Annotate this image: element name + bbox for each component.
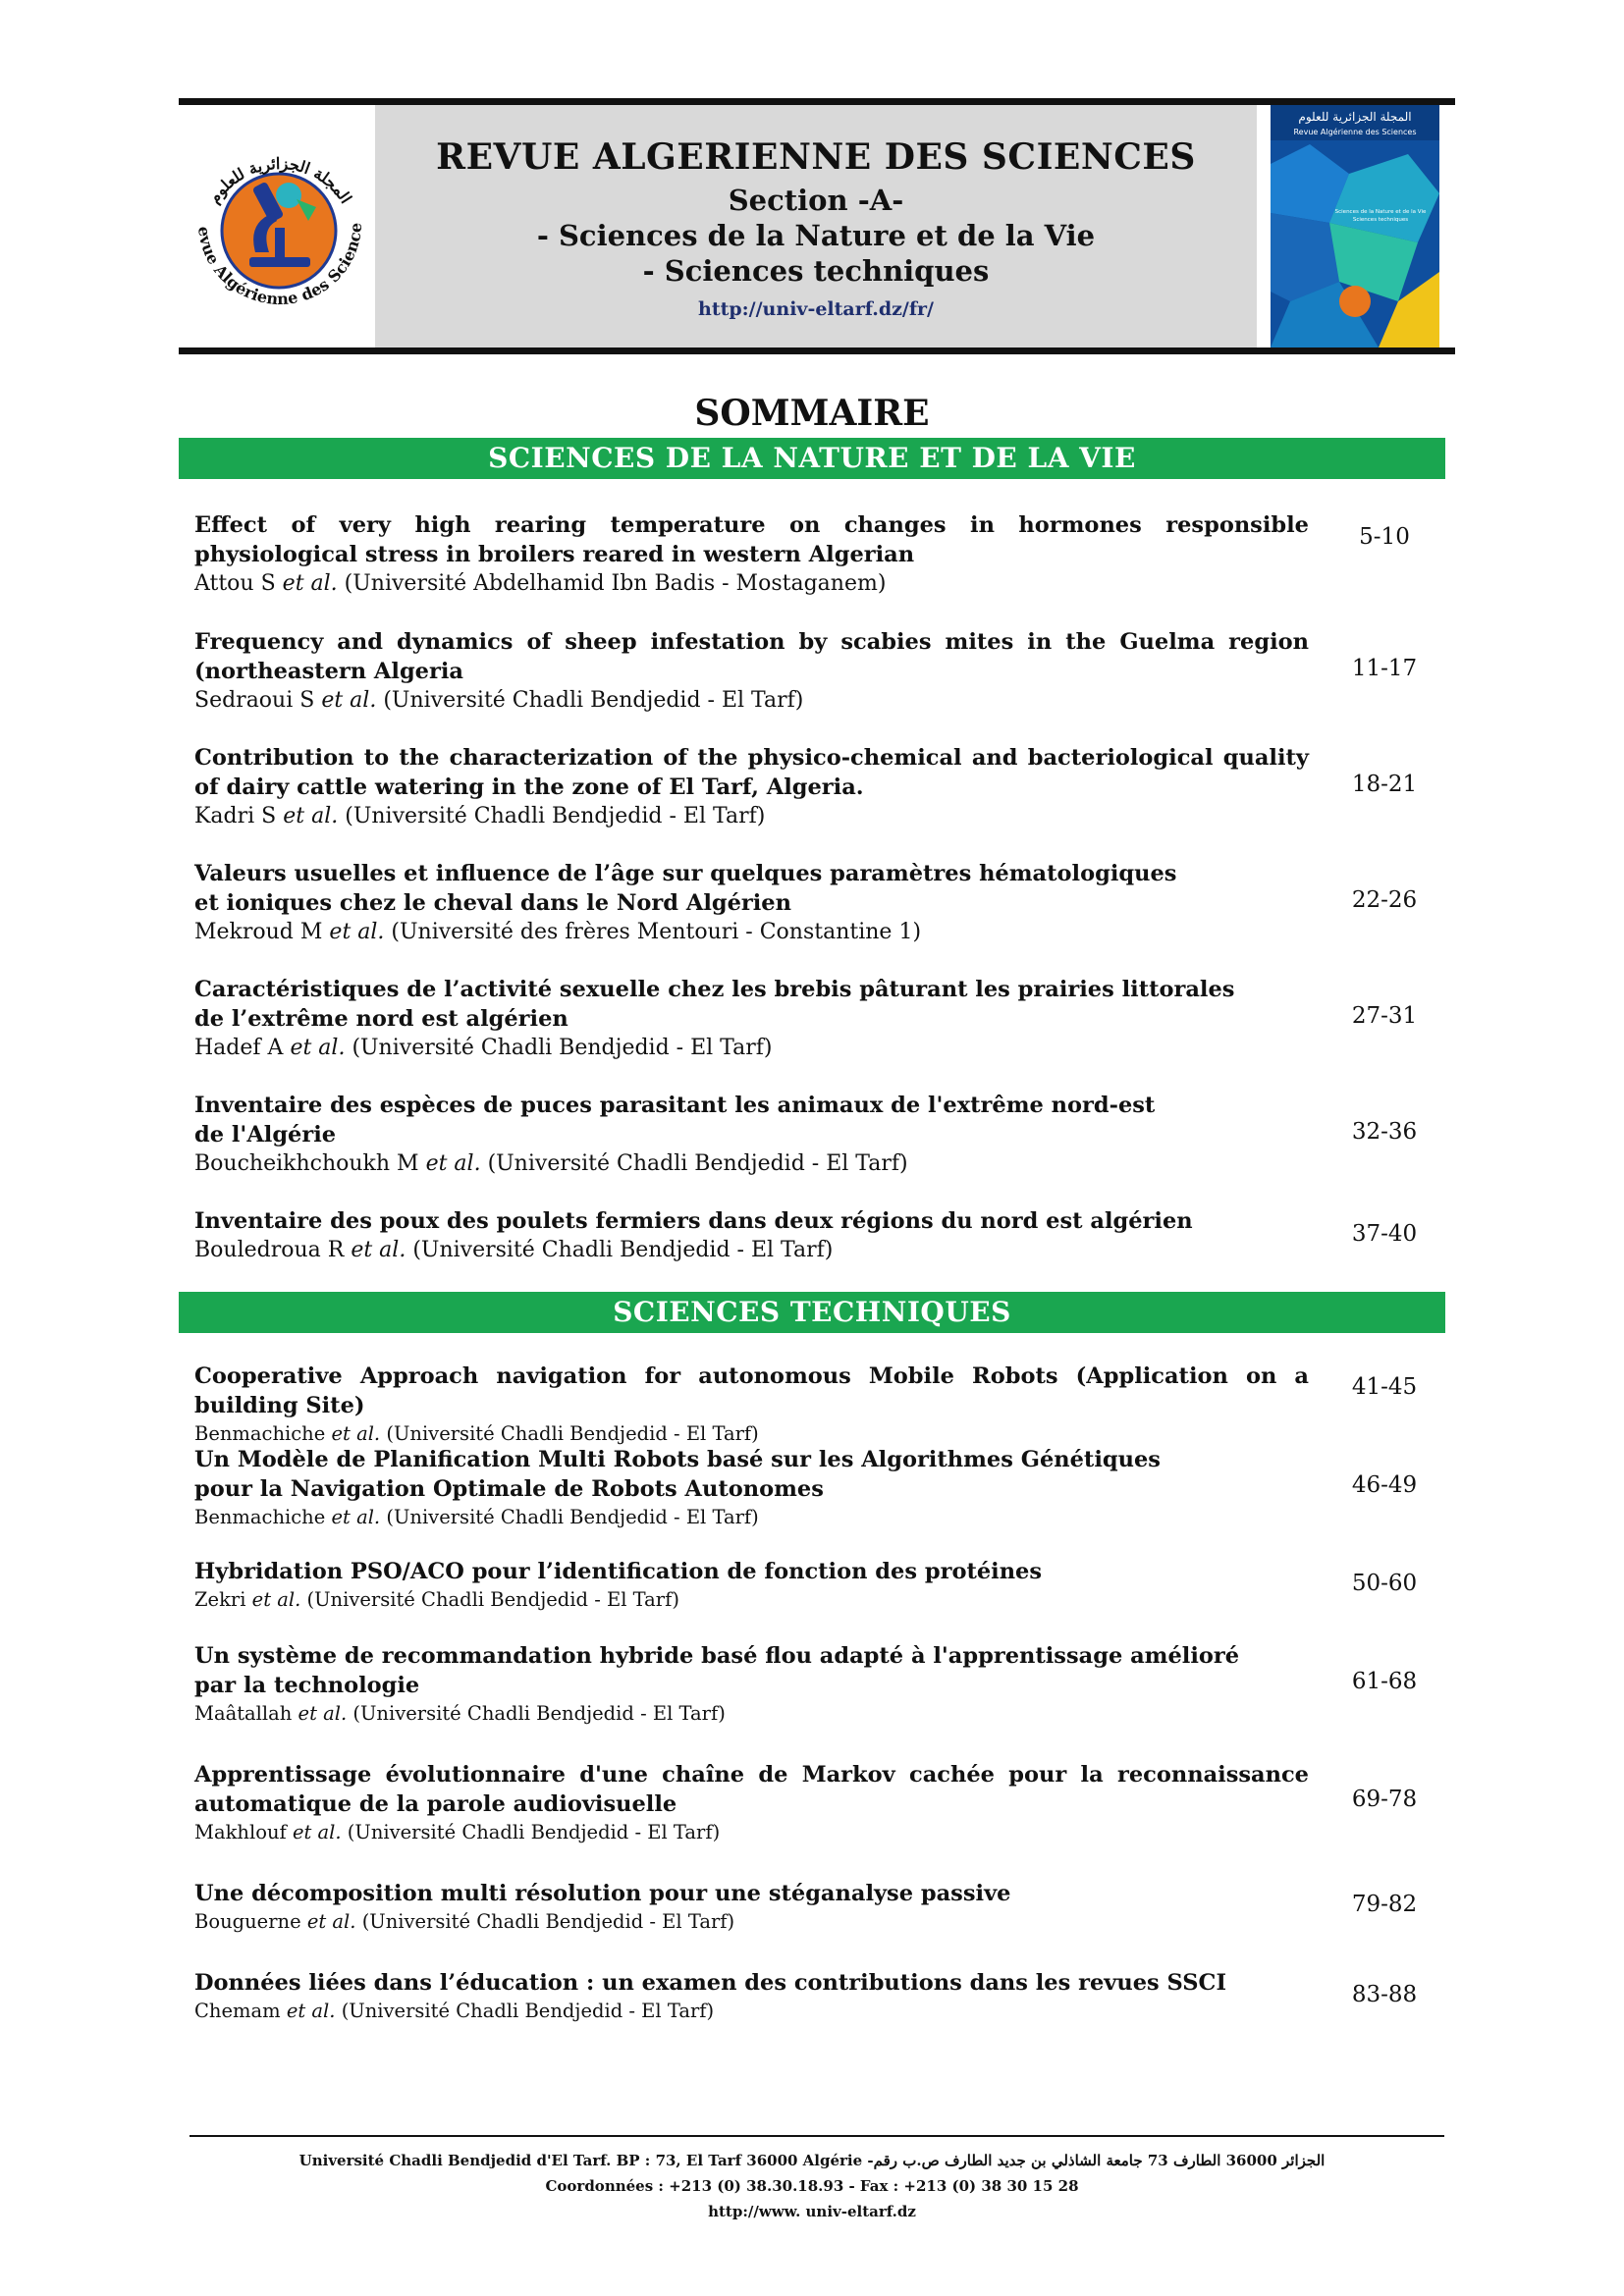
entry-title[interactable]: Cooperative Approach navigation for autonomous Mobile Robots (Application on a building Site): [194, 1363, 1309, 1418]
entry-authors: [194, 1908, 1309, 1935]
journal-cover-thumbnail: [1257, 105, 1455, 347]
entry-etal: et al.: [290, 1036, 346, 1060]
entry-title[interactable]: Inventaire des poux des poulets fermiers dans deux régions du nord est algérien: [194, 1208, 1193, 1234]
entry-affiliation: (Université Abdelhamid Ibn Badis - Mostaganem): [344, 571, 887, 596]
entry-affiliation: (Université Chadli Bendjedid - El Tarf): [347, 1821, 721, 1843]
toc-entry[interactable]: [194, 627, 1309, 716]
toc-entry[interactable]: [194, 1362, 1309, 1447]
entry-authors: [194, 1700, 1309, 1727]
entry-title[interactable]: Hybridation PSO/ACO pour l’identification de fonction des protéines: [194, 1559, 1043, 1584]
entry-etal: et al.: [321, 688, 377, 713]
entry-etal: et al.: [298, 1702, 348, 1725]
entry-pages: 18-21: [1351, 772, 1418, 797]
entry-author: Zekri: [194, 1588, 246, 1611]
entry-author: Attou S: [194, 571, 276, 596]
toc-entry[interactable]: [194, 1557, 1309, 1613]
entry-author: Boucheikhchoukh M: [194, 1151, 419, 1176]
cover-image-icon: [1271, 105, 1439, 347]
toc-entry[interactable]: [194, 859, 1309, 947]
entry-affiliation: (Université Chadli Bendjedid - El Tarf): [352, 1036, 773, 1060]
journal-title: REVUE ALGERIENNE DES SCIENCES: [436, 136, 1196, 178]
toc-entry[interactable]: [194, 1445, 1309, 1530]
entry-title[interactable]: Effect of very high rearing temperature on changes in hormones responsible physiological stress in broilers reared in western Algerian: [194, 512, 1309, 567]
entry-etal: et al.: [286, 2000, 336, 2022]
entry-etal: et al.: [283, 804, 339, 828]
entry-affiliation: (Université Chadli Bendjedid - El Tarf): [487, 1151, 908, 1176]
entry-authors: [194, 802, 1309, 831]
entry-title[interactable]: Inventaire des espèces de puces parasitant les animaux de l'extrême nord-est de l'Algérie: [194, 1093, 1156, 1148]
entry-pages: 11-17: [1351, 656, 1418, 681]
entry-authors: [194, 1236, 1309, 1265]
entry-affiliation: (Université Chadli Bendjedid - El Tarf): [383, 688, 804, 713]
entry-pages: 69-78: [1351, 1787, 1418, 1812]
toc-entry[interactable]: [194, 743, 1309, 831]
entry-author: Benmachiche: [194, 1506, 326, 1528]
entry-title[interactable]: Contribution to the characterization of the physico-chemical and bacteriological quality of dairy cattle watering in the zone of El Tarf, Algeria.: [194, 745, 1309, 800]
entry-affiliation: (Université Chadli Bendjedid - El Tarf): [345, 804, 766, 828]
entry-authors: [194, 1586, 1309, 1613]
cover-arabic-title: المجلة الجزائرية للعلوم: [1298, 110, 1412, 124]
entry-pages: 37-40: [1351, 1221, 1418, 1247]
entry-pages: 5-10: [1359, 524, 1410, 550]
entry-etal: et al.: [251, 1588, 301, 1611]
entry-author: Chemam: [194, 2000, 281, 2022]
entry-pages: 22-26: [1351, 887, 1418, 913]
entry-title[interactable]: Caractéristiques de l’activité sexuelle chez les brebis pâturant les prairies littorales de l’extrême nord est algérien: [194, 977, 1235, 1032]
entry-etal: et al.: [282, 571, 338, 596]
entry-authors: [194, 1819, 1309, 1845]
footer-rule: [189, 2135, 1444, 2137]
entry-pages: 83-88: [1351, 1982, 1418, 2007]
entry-etal: et al.: [329, 920, 385, 944]
entry-authors: [194, 1420, 1309, 1447]
entry-pages: 32-36: [1351, 1119, 1418, 1145]
entry-title[interactable]: Frequency and dynamics of sheep infestation by scabies mites in the Guelma region (northeastern Algeria: [194, 629, 1309, 684]
journal-url-link[interactable]: http://univ-eltarf.dz/fr/: [698, 298, 934, 320]
cover-latin-title: Revue Algérienne des Sciences: [1293, 128, 1417, 136]
toc-entry[interactable]: [194, 1206, 1309, 1265]
logo-arabic-text: المجلة الجزائرية للعلوم: [204, 153, 356, 207]
sommaire-title: SOMMAIRE: [694, 393, 930, 434]
entry-author: Mekroud M: [194, 920, 323, 944]
entry-etal: et al.: [331, 1506, 381, 1528]
footer-address: Université Chadli Bendjedid d'El Tarf. BP : 73, El Tarf 36000 Algérie -الجزائر 36000 الطارف 73 جامعة الشاذلي بن جديد الطارف ص.ب رقم: [298, 2152, 1326, 2169]
entry-author: Maâtallah: [194, 1702, 293, 1725]
entry-authors: [194, 686, 1309, 716]
toc-entry[interactable]: [194, 1760, 1309, 1845]
entry-affiliation: (Université Chadli Bendjedid - El Tarf): [361, 1910, 735, 1933]
section-bar-nature: SCIENCES DE LA NATURE ET DE LA VIE: [179, 438, 1445, 479]
entry-authors: [194, 1149, 1309, 1179]
entry-authors: [194, 1998, 1309, 2024]
entry-affiliation: (Université Chadli Bendjedid - El Tarf): [306, 1588, 679, 1611]
entry-title[interactable]: Un Modèle de Planification Multi Robots basé sur les Algorithmes Génétiques pour la Navigation Optimale de Robots Autonomes: [194, 1447, 1161, 1502]
entry-title[interactable]: Apprentissage évolutionnaire d'une chaîne de Markov cachée pour la reconnaissance automatique de la parole audiovisuelle: [194, 1762, 1309, 1817]
entry-etal: et al.: [351, 1238, 406, 1262]
entry-affiliation: (Université Chadli Bendjedid - El Tarf): [386, 1422, 759, 1445]
toc-entry[interactable]: [194, 510, 1309, 599]
journal-section: Section -A-: [728, 184, 904, 217]
footer-url-link[interactable]: http://www. univ-eltarf.dz: [708, 2203, 916, 2220]
entry-etal: et al.: [306, 1910, 356, 1933]
entry-author: Kadri S: [194, 804, 277, 828]
entry-affiliation: (Université Chadli Bendjedid - El Tarf): [341, 2000, 715, 2022]
entry-title[interactable]: Un système de recommandation hybride basé flou adapté à l'apprentissage amélioré par la technologie: [194, 1643, 1240, 1698]
entry-author: Makhlouf: [194, 1821, 287, 1843]
entry-pages: 79-82: [1351, 1892, 1418, 1917]
header-top-rule: [179, 98, 1455, 105]
journal-line-nature: - Sciences de la Nature et de la Vie: [536, 219, 1096, 252]
entry-author: Benmachiche: [194, 1422, 326, 1445]
entry-affiliation: (Université Chadli Bendjedid - El Tarf): [352, 1702, 726, 1725]
entry-authors: [194, 569, 1309, 599]
microscope-logo-icon: [179, 105, 375, 347]
footer-contact: Coordonnées : +213 (0) 38.30.18.93 - Fax : +213 (0) 38 30 15 28: [545, 2177, 1079, 2195]
entry-author: Bouledroua R: [194, 1238, 345, 1262]
cover-line-1: Sciences de la Nature et de la Vie: [1334, 209, 1427, 215]
entry-authors: [194, 918, 1309, 947]
journal-logo: [179, 105, 375, 347]
header-title-box: [375, 105, 1257, 347]
logo-latin-text: evue Algérienne des Science: [193, 222, 366, 309]
entry-authors: [194, 1504, 1309, 1530]
entry-author: Sedraoui S: [194, 688, 315, 713]
cover-line-2: Sciences techniques: [1352, 217, 1409, 223]
toc-entry[interactable]: [194, 1091, 1309, 1179]
journal-line-techniques: - Sciences techniques: [642, 254, 990, 288]
toc-entry[interactable]: [194, 1968, 1309, 2024]
toc-entry[interactable]: [194, 975, 1309, 1063]
entry-pages: 50-60: [1351, 1571, 1418, 1596]
entry-pages: 61-68: [1351, 1669, 1418, 1694]
entry-etal: et al.: [425, 1151, 481, 1176]
header-bottom-rule: [179, 347, 1455, 354]
entry-pages: 46-49: [1351, 1472, 1418, 1498]
entry-title[interactable]: Une décomposition multi résolution pour une stéganalyse passive: [194, 1881, 1011, 1906]
journal-header: [179, 105, 1455, 347]
entry-pages: 41-45: [1351, 1374, 1418, 1400]
toc-entry[interactable]: [194, 1879, 1309, 1935]
entry-authors: [194, 1034, 1309, 1063]
entry-affiliation: (Université Chadli Bendjedid - El Tarf): [412, 1238, 834, 1262]
entry-title[interactable]: Données liées dans l’éducation : un examen des contributions dans les revues SSCI: [194, 1970, 1226, 1996]
entry-pages: 27-31: [1351, 1003, 1418, 1029]
entry-author: Hadef A: [194, 1036, 284, 1060]
entry-author: Bouguerne: [194, 1910, 301, 1933]
section-bar-techniques: SCIENCES TECHNIQUES: [179, 1292, 1445, 1333]
entry-affiliation: (Université des frères Mentouri - Constantine 1): [391, 920, 922, 944]
entry-etal: et al.: [331, 1422, 381, 1445]
entry-title[interactable]: Valeurs usuelles et influence de l’âge sur quelques paramètres hématologiques et ioniques chez le cheval dans le Nord Algérien: [194, 861, 1177, 916]
entry-affiliation: (Université Chadli Bendjedid - El Tarf): [386, 1506, 759, 1528]
toc-entry[interactable]: [194, 1641, 1309, 1727]
entry-etal: et al.: [292, 1821, 342, 1843]
